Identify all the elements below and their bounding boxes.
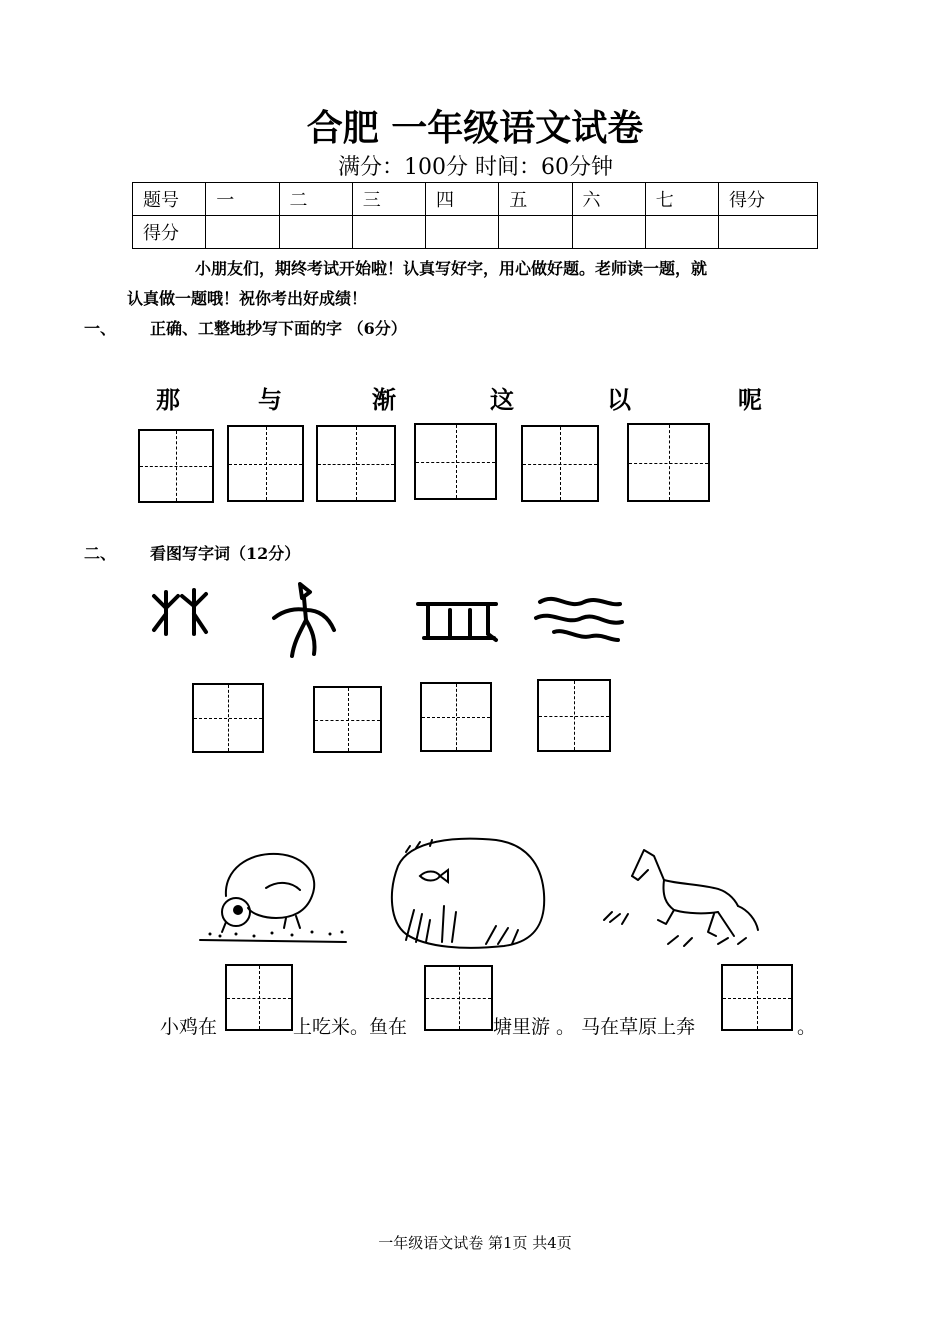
writing-grid-box[interactable] bbox=[424, 965, 493, 1031]
section1-number: 一、 bbox=[84, 319, 117, 338]
exam-subtitle: 满分：100分 时间：60分钟 bbox=[338, 155, 613, 180]
score-input-cell[interactable] bbox=[499, 216, 572, 249]
section2-heading: 看图写字词（12分） bbox=[150, 544, 301, 563]
score-input-cell[interactable] bbox=[572, 216, 645, 249]
writing-grid-box[interactable] bbox=[313, 686, 382, 753]
copy-character: 与 bbox=[258, 385, 282, 414]
sentence-part-4: 。 bbox=[797, 1016, 817, 1038]
score-input-cell[interactable] bbox=[426, 216, 499, 249]
intro-line-2: 认真做一题哦！祝你考出好成绩！ bbox=[127, 289, 368, 308]
score-cell: 题号 bbox=[133, 183, 206, 216]
pictogram-field bbox=[414, 594, 500, 650]
writing-grid-box[interactable] bbox=[192, 683, 264, 753]
score-input-cell[interactable] bbox=[645, 216, 718, 249]
writing-grid-box[interactable] bbox=[414, 423, 497, 500]
copy-character: 呢 bbox=[738, 385, 762, 414]
sentence-part-1: 小鸡在 bbox=[160, 1016, 218, 1038]
writing-grid-box[interactable] bbox=[420, 682, 492, 752]
horse-running-illustration bbox=[598, 840, 762, 952]
score-cell: 得分 bbox=[719, 183, 818, 216]
writing-grid-box[interactable] bbox=[537, 679, 611, 752]
score-cell: 一 bbox=[206, 183, 279, 216]
fish-pond-illustration bbox=[386, 830, 550, 954]
writing-grid-box[interactable] bbox=[521, 425, 599, 502]
score-input-cell[interactable] bbox=[352, 216, 425, 249]
pictogram-forest bbox=[144, 574, 224, 660]
score-table bbox=[132, 182, 818, 249]
writing-grid-box[interactable] bbox=[138, 429, 214, 503]
score-cell: 六 bbox=[572, 183, 645, 216]
score-cell: 五 bbox=[499, 183, 572, 216]
score-cell: 二 bbox=[279, 183, 352, 216]
writing-grid-box[interactable] bbox=[627, 423, 710, 502]
writing-grid-box[interactable] bbox=[225, 964, 293, 1031]
pictogram-water bbox=[532, 588, 628, 648]
writing-grid-box[interactable] bbox=[721, 964, 793, 1031]
score-cell: 得分 bbox=[133, 216, 206, 249]
section1-heading: 正确、工整地抄写下面的字 （6分） bbox=[150, 319, 407, 338]
intro-line-1: 小朋友们，期终考试开始啦！认真写好字，用心做好题。老师读一题，就 bbox=[195, 259, 708, 278]
score-table-value-row bbox=[133, 216, 818, 249]
section2-number: 二、 bbox=[84, 544, 117, 563]
score-input-cell[interactable] bbox=[279, 216, 352, 249]
exam-title: 合肥 一年级语文试卷 bbox=[306, 108, 644, 149]
copy-character: 渐 bbox=[372, 385, 396, 414]
copy-character: 以 bbox=[607, 385, 631, 414]
copy-character: 那 bbox=[156, 385, 180, 414]
score-cell: 四 bbox=[426, 183, 499, 216]
writing-grid-box[interactable] bbox=[316, 425, 396, 502]
score-table-header-row bbox=[133, 183, 818, 216]
pictogram-person bbox=[266, 576, 346, 662]
score-input-cell[interactable] bbox=[206, 216, 279, 249]
page-footer: 一年级语文试卷 第1页 共4页 bbox=[378, 1234, 572, 1252]
sentence-part-2: 上吃米。鱼在 bbox=[293, 1016, 408, 1038]
score-cell: 七 bbox=[645, 183, 718, 216]
copy-character: 这 bbox=[490, 385, 514, 414]
chick-pecking-illustration bbox=[196, 848, 352, 948]
score-input-cell[interactable] bbox=[719, 216, 818, 249]
writing-grid-box[interactable] bbox=[227, 425, 304, 502]
score-cell: 三 bbox=[352, 183, 425, 216]
sentence-part-3: 塘里游 。 马在草原上奔 bbox=[493, 1016, 696, 1038]
